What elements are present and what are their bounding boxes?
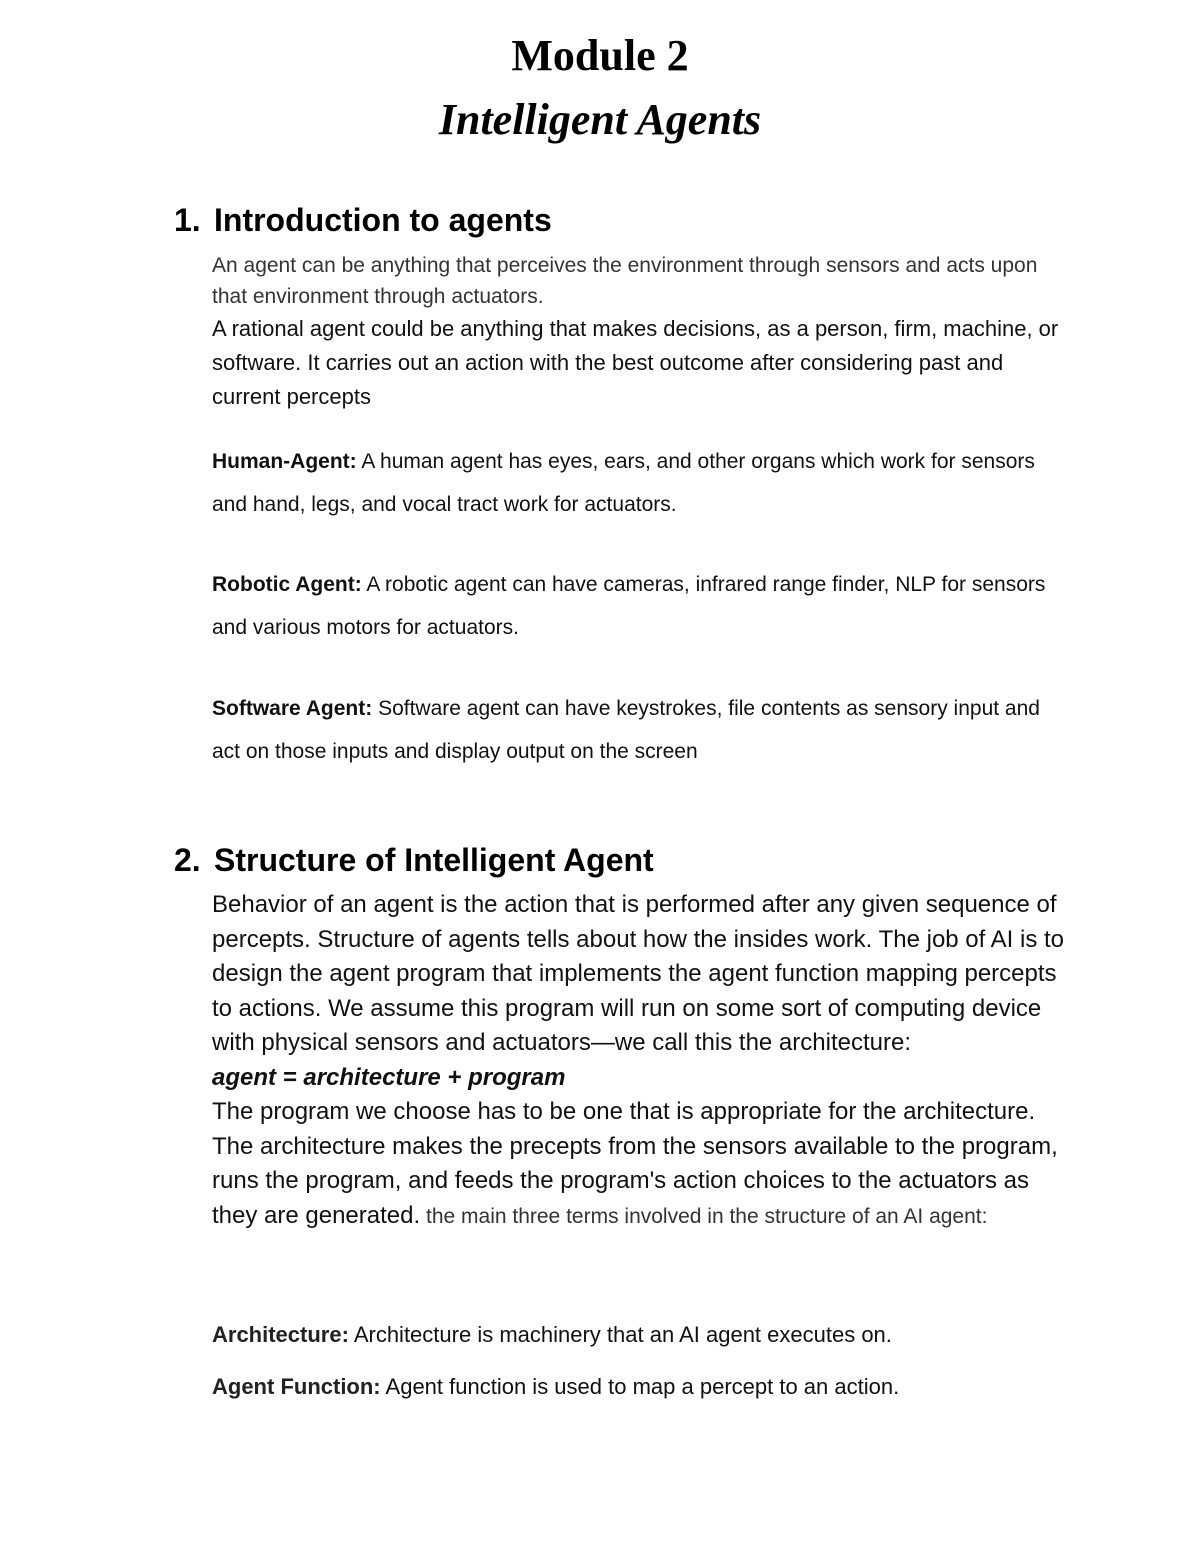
section-2-number: 2. [174,842,201,878]
section-2-heading [174,840,654,880]
section-1-number: 1. [174,202,201,238]
architecture-label: Architecture: [212,1322,349,1347]
robotic-agent-text: A robotic agent can have cameras, infrared range finder, NLP for sensors and various motors for actuators. [212,573,1046,639]
agent-definition-paragraph: An agent can be anything that perceives the environment through sensors and acts upon that environment through actuators. [212,254,1038,308]
human-agent-text: A human agent has eyes, ears, and other organs which work for sensors and hand, legs, and vocal tract work for actuators. [212,450,1035,516]
program-text: The program we choose has to be one that is appropriate for the architecture. The architecture makes the precepts from the sensors available to the program, runs the program, and feeds the program's action choices to the actuators as they are generated. [212,1098,1058,1229]
agent-function-text: Agent function is used to map a percept to an action. [380,1374,900,1399]
module-title: Module 2 [511,31,689,80]
section-1-heading [174,200,552,240]
architecture-term [212,1320,1072,1350]
behavior-paragraph: Behavior of an agent is the action that is performed after any given sequence of percepts. Structure of agents tells about how the insides work. The job of AI is to design the agent program that implements the agent function mapping percepts to actions. We assume this program will run on some sort of computing device with physical sensors and actuators—we call this the architecture: [212,891,1065,1056]
terms-intro-text: the main three terms involved in the structure of an AI agent: [420,1204,988,1228]
human-agent-label: Human-Agent: [212,450,357,473]
robotic-agent-label: Robotic Agent: [212,573,362,596]
section-2-title: Structure of Intelligent Agent [214,842,654,878]
agent-function-term [212,1372,1072,1402]
structure-body [212,888,1072,1234]
software-agent-label: Software Agent: [212,697,373,720]
section-1-title: Introduction to agents [214,202,552,238]
architecture-text: Architecture is machinery that an AI agent executes on. [348,1322,892,1347]
agent-function-label: Agent Function: [212,1374,381,1399]
software-agent-text: Software agent can have keystrokes, file contents as sensory input and act on those inputs and display output on the screen [212,697,1040,763]
software-agent-item [212,687,1072,773]
agent-formula: agent = architecture + program [212,1063,566,1091]
rational-agent-paragraph: A rational agent could be anything that makes decisions, as a person, firm, machine, or software. It carries out an action with the best outcome after considering past and current percepts [212,316,1059,409]
module-subtitle: Intelligent Agents [438,95,762,144]
human-agent-item [212,440,1072,526]
program-paragraph [212,1095,1072,1234]
robotic-agent-item [212,563,1072,649]
